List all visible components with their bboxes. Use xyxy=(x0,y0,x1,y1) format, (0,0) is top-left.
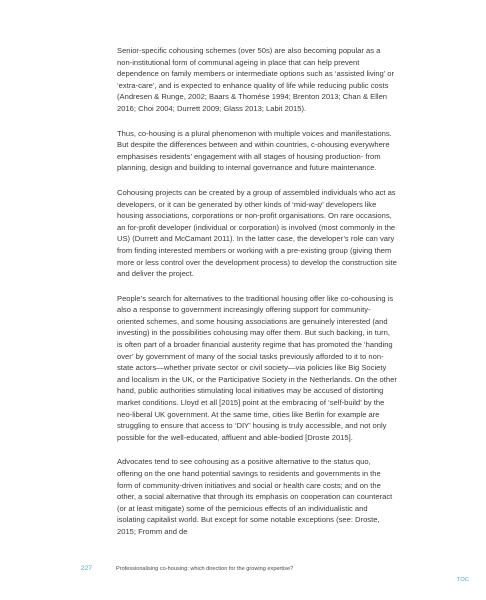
paragraph-advocates: Advocates tend to see cohousing as a positive alternative to the status quo, offering on the one hand potential savings to residents and governments in the form of community-driven initiatives and social or health care costs; and on the other, a social alternative that through its emphasis on cooperation can counteract (or at least mitigate) some of the pernicious effects of an individualistic and isolating capitalist world. But except for some notable exceptions (see: Droste, 2015; Fromm and de xyxy=(117,457,393,536)
document-body xyxy=(117,45,397,551)
paragraph-plural-phenomenon: Thus, co-housing is a plural phenomenon with multiple voices and manifestations. But despite the differences between and within countries, c-ohousing everywhere emphasises residents’ engagement with all stages of housing production- from planning, design and building to internal governance and future maintenance. xyxy=(117,128,392,173)
running-title: Professionalising co-housing: which direction for the growing expertise? xyxy=(116,566,294,572)
paragraph-senior-cohousing: Senior-specific cohousing schemes (over 50s) are also becoming popular as a non-institutional form of communal ageing in place that can help prevent dependence on family members or intermediate options such as ‘assisted living’ or ‘extra-care’, and is expected to enhance quality of life while reducing public costs (Andresen & Runge, 2002; Baars & Thomése 1994; Brenton 2013; Chan & Ellen 2016; Choi 2004; Durrett 2009; Glass 2013; Labit 2015). xyxy=(117,46,395,113)
page-footer xyxy=(81,563,461,575)
paragraph-developers: Cohousing projects can be created by a group of assembled individuals who act as developers, or it can be generated by other kinds of ‘mid-way’ developers like housing associations, corporations or non-profit organisations. On rare occasions, an for-profit developer (individual or corporation) is involved (most commonly in the US) (Durrett and McCamant 2011). In the latter case, the developer’s role can vary from finding interested members or working with a pre-existing group (giving them more or less control over the development process) to develop the construction site and deliver the project. xyxy=(117,187,397,279)
paragraph-government-support: People’s search for alternatives to the traditional housing offer like co-cohousing is also a response to government increasingly offering support for community-oriented schemes, and some housing associations are genuinely interested (and investing) in the possibilities cohousing may offer them. But such backing, in turn, is often part of a broader financial austerity regime that has promoted the ‘handing over’ by government of many of the social tasks previously afforded to it to non-state actors—whether private sector or civil society—via policies like Big Society and localism in the UK, or the Participative Society in the Netherlands. On the other hand, public authorities stimulating local initiatives may be accused of distorting market conditions. Lloyd et all [2015] point at the embracing of ‘self-build’ by the neo-liberal UK government. At the same time, cities like Berlin for example are struggling to ensure that access to ‘DIY’ housing is truly accessible, and not only possible for the well-educated, affluent and able-bodied [Droste 2015]. xyxy=(117,293,397,442)
toc-link[interactable] xyxy=(453,577,473,591)
page-number: 227 xyxy=(81,565,93,572)
toc-label: TOC xyxy=(456,577,470,583)
toc-dots-icon: · · · · · · xyxy=(454,584,472,588)
